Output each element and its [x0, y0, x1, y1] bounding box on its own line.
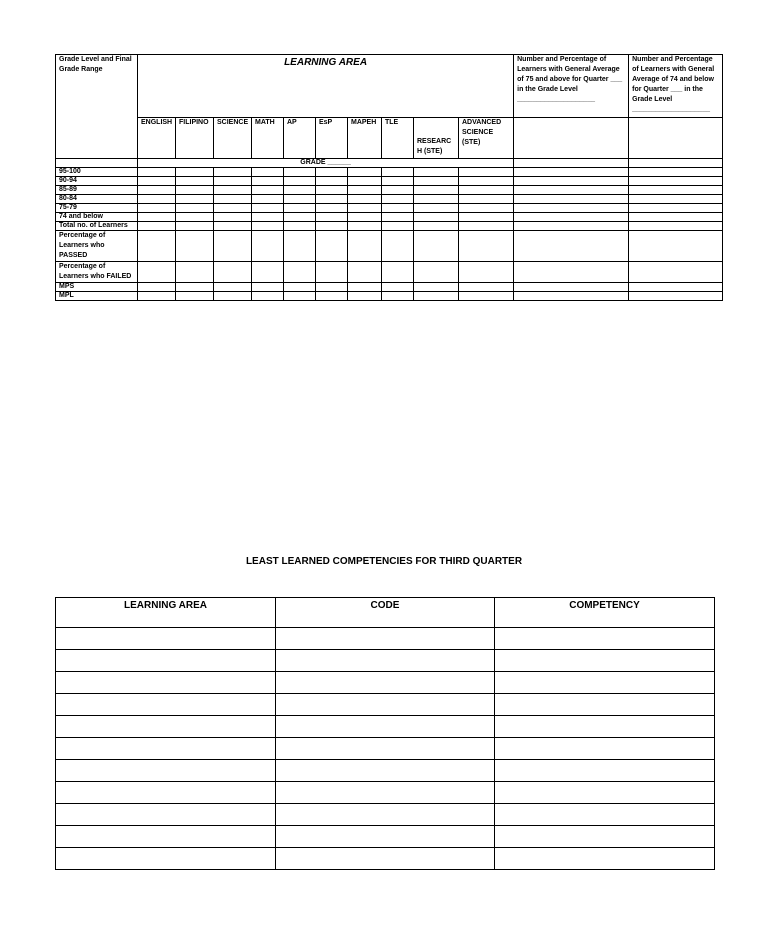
table-row — [56, 283, 723, 292]
subject-header: ADVANCED SCIENCE (STE) — [459, 118, 514, 159]
row-label: 75-79 — [56, 204, 138, 213]
table-row — [56, 628, 715, 650]
row-label: Percentage of Learners who PASSED — [56, 231, 138, 262]
empty-cell — [629, 159, 723, 168]
table-row — [56, 760, 715, 782]
summary-table — [55, 54, 723, 301]
subject-header: EsP — [316, 118, 348, 159]
table-row — [56, 195, 723, 204]
row-label: MPL — [56, 292, 138, 301]
table-row — [56, 168, 723, 177]
table-row — [56, 213, 723, 222]
table-row — [56, 262, 723, 283]
table-row — [56, 694, 715, 716]
table-row — [56, 204, 723, 213]
subject-header: SCIENCE — [214, 118, 252, 159]
row-label: MPS — [56, 283, 138, 292]
row-label: 74 and below — [56, 213, 138, 222]
table-row — [56, 222, 723, 231]
row-label: Percentage of Learners who FAILED — [56, 262, 138, 283]
grade-level-header: Grade Level and Final Grade Range — [56, 55, 138, 159]
table-row — [56, 177, 723, 186]
subject-header: FILIPINO — [176, 118, 214, 159]
subject-header: ENGLISH — [138, 118, 176, 159]
learning-area-header: LEARNING AREA — [138, 55, 514, 118]
table-row — [56, 292, 723, 301]
table-row — [56, 848, 715, 870]
table-row — [56, 782, 715, 804]
table-row — [56, 186, 723, 195]
grade-label: GRADE ______ — [138, 159, 514, 168]
section-title: LEAST LEARNED COMPETENCIES FOR THIRD QUARTER — [245, 556, 523, 567]
table-row — [56, 738, 715, 760]
empty-cell — [56, 159, 138, 168]
subject-header: MATH — [252, 118, 284, 159]
table-row — [56, 826, 715, 848]
row-label: 85-89 — [56, 186, 138, 195]
number-75-header: Number and Percentage of Learners with General Average of 75 and above for Quarter ___ in the Grade Level ____________________ — [514, 55, 629, 118]
empty-cell — [514, 118, 629, 159]
row-label: 95-100 — [56, 168, 138, 177]
table-row — [56, 804, 715, 826]
row-label: 80-84 — [56, 195, 138, 204]
competency-table — [55, 597, 715, 870]
table-row — [56, 231, 723, 262]
competency-column-header: COMPETENCY — [495, 598, 715, 628]
table-row — [56, 650, 715, 672]
row-label: 90-94 — [56, 177, 138, 186]
table-row — [56, 672, 715, 694]
code-column-header: CODE — [276, 598, 495, 628]
subject-header: TLE — [382, 118, 414, 159]
empty-cell — [514, 159, 629, 168]
row-label: Total no. of Learners — [56, 222, 138, 231]
subject-header: MAPEH — [348, 118, 382, 159]
subject-header: RESEARC H (STE) — [414, 118, 459, 159]
empty-cell — [629, 118, 723, 159]
learning-area-column-header: LEARNING AREA — [56, 598, 276, 628]
table-row — [56, 716, 715, 738]
subject-header: AP — [284, 118, 316, 159]
number-74-header: Number and Percentage of Learners with General Average of 74 and below for Quarter ___ in the Grade Level ____________________ — [629, 55, 723, 118]
